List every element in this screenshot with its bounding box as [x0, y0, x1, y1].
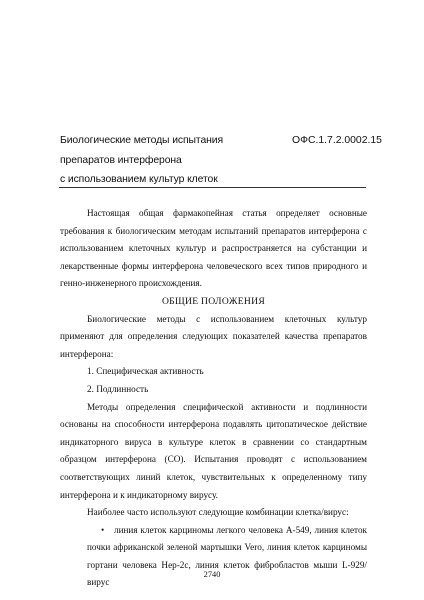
- bullet-item-1: [60, 522, 367, 592]
- article-code: ОФС.1.7.2.0002.15: [292, 135, 382, 146]
- paragraph-2: Методы определения специфической активности и подлинности основаны на способности интерферона подавлять цитопатическое действие индикаторного вируса в культуре клеток в сравнении со стандартным образцом интерферона (СО). Испытания проводят с использованием соответствующих линий клеток, чувствительных к определенному типу интерферона и к индикаторному вирусу.: [60, 401, 367, 500]
- paragraph-3: Наиболее часто используют следующие комбинации клетка/вирус:: [87, 507, 349, 518]
- section-heading: ОБЩИЕ ПОЛОЖЕНИЯ: [161, 295, 266, 307]
- article-title: [60, 131, 223, 190]
- bullet-icon: •: [101, 524, 105, 535]
- intro-paragraph: Настоящая общая фармакопейная статья определяет основные требования к биологическим методам испытаний препаратов интерферона с использованием клеточных культур и распространяется на субстанции и лекарственные формы интерферона человеческого всех типов природного и генно-инженерного происхождения.: [60, 208, 367, 289]
- header-divider: [59, 187, 366, 188]
- bullet-item-1-text: линия клеток карциномы легкого человека А-549, линия клеток почки африканской зеленой мартышки Vero, линия клеток карциномы гортани человека Hep-2c, линия клеток фибробластов мыши L-929/ вирус: [87, 524, 367, 588]
- article-body: [60, 205, 367, 592]
- article-title-line-1: Биологические методы испытания: [60, 135, 224, 146]
- paragraph-1: Биологические методы с использованием клеточных культур применяют для определения следующих показателей качества препаратов интерферона:: [60, 313, 367, 359]
- article-title-line-2: препаратов интерферона: [60, 154, 182, 166]
- page-number: 2740: [203, 570, 221, 579]
- article-title-line-3: с использованием культур клеток: [60, 174, 218, 185]
- list-item-2: 2. Подлинность: [87, 383, 149, 394]
- list-item-1: 1. Специфическая активность: [87, 366, 204, 377]
